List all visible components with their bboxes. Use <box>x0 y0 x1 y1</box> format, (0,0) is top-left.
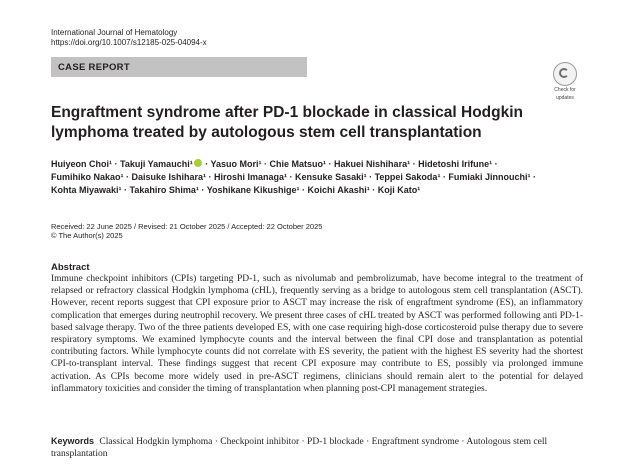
journal-name: International Journal of Hematology <box>51 28 178 37</box>
check-for-updates-line1: Check for <box>554 87 576 93</box>
check-for-updates-badge[interactable] <box>551 62 579 101</box>
author-line-1 <box>51 158 571 171</box>
article-history: Received: 22 June 2025 / Revised: 21 October 2025 / Accepted: 22 October 2025 <box>51 222 323 231</box>
article-title: Engraftment syndrome after PD-1 blockade in classical Hodgkin lymphoma treated by autologous stem cell transplantation <box>51 104 524 141</box>
check-for-updates-icon <box>553 62 577 86</box>
author-line-1b: · Yasuo Mori¹ · Chie Matsuo¹ · Hakuei Nishihara¹ · Hidetoshi Irifune¹ · <box>202 159 498 169</box>
article-type-banner <box>51 57 307 77</box>
abstract-text: Immune checkpoint inhibitors (CPIs) targeting PD-1, such as nivolumab and pembrolizumab, have become integral to the treatment of relapsed or refractory classical Hodgkin lymphoma (cHL), frequently serving as a bridge to autologous stem cell transplantation (ASCT). However, recent reports suggest that CPI exposure prior to ASCT may increase the risk of engraftment syndrome (ES), an inflammatory complication that emerges during neutrophil recovery. We present three cases of cHL treated by ASCT was performed following anti PD-1-based salvage therapy. Two of the three patients developed ES, with one case requiring high-dose corticosteroid pulse therapy due to severe respiratory symptoms. We examined lymphocyte counts and the interval between the final CPI dose and transplantation as potential contributing factors. While lymphocyte counts did not correlate with ES severity, the patient with the highest ES severity had the shortest CPI-to-transplant interval. These findings suggest that recent CPI exposure may contribute to ES, possibly via prolonged immune activation. As CPIs become more widely used in pre-ASCT regimens, clinicians should remain alert to the potential for delayed inflammatory toxicities and consider the timing of transplantation when planning post-CPI management strategies. <box>51 274 583 394</box>
author-list <box>51 158 571 198</box>
author-line-1a: Huiyeon Choi¹ · Takuji Yamauchi¹ <box>51 159 193 169</box>
keywords-label: Keywords <box>51 436 95 446</box>
author-line-2: Fumihiko Nakao¹ · Daisuke Ishihara¹ · Hiroshi Imanaga¹ · Kensuke Sasaki¹ · Teppei Sakoda¹ · Fumiaki Jinnouchi¹ · <box>51 172 536 183</box>
abstract-heading: Abstract <box>51 262 90 273</box>
author-line-3: Kohta Miyawaki¹ · Takahiro Shima¹ · Yoshikane Kikushige¹ · Koichi Akashi¹ · Koji Kato¹ <box>51 185 421 196</box>
orcid-icon[interactable] <box>194 159 202 167</box>
check-for-updates-line2: updates <box>556 94 574 101</box>
article-type-label: CASE REPORT <box>58 62 130 73</box>
doi-link[interactable]: https://doi.org/10.1007/s12185-025-04094-x <box>51 38 207 47</box>
keywords-text: Classical Hodgkin lymphoma · Checkpoint inhibitor · PD-1 blockade · Engraftment syndrome · Autologous stem cell transplantation <box>51 437 548 460</box>
copyright-line: © The Author(s) 2025 <box>51 231 123 240</box>
keywords-section <box>51 435 571 460</box>
